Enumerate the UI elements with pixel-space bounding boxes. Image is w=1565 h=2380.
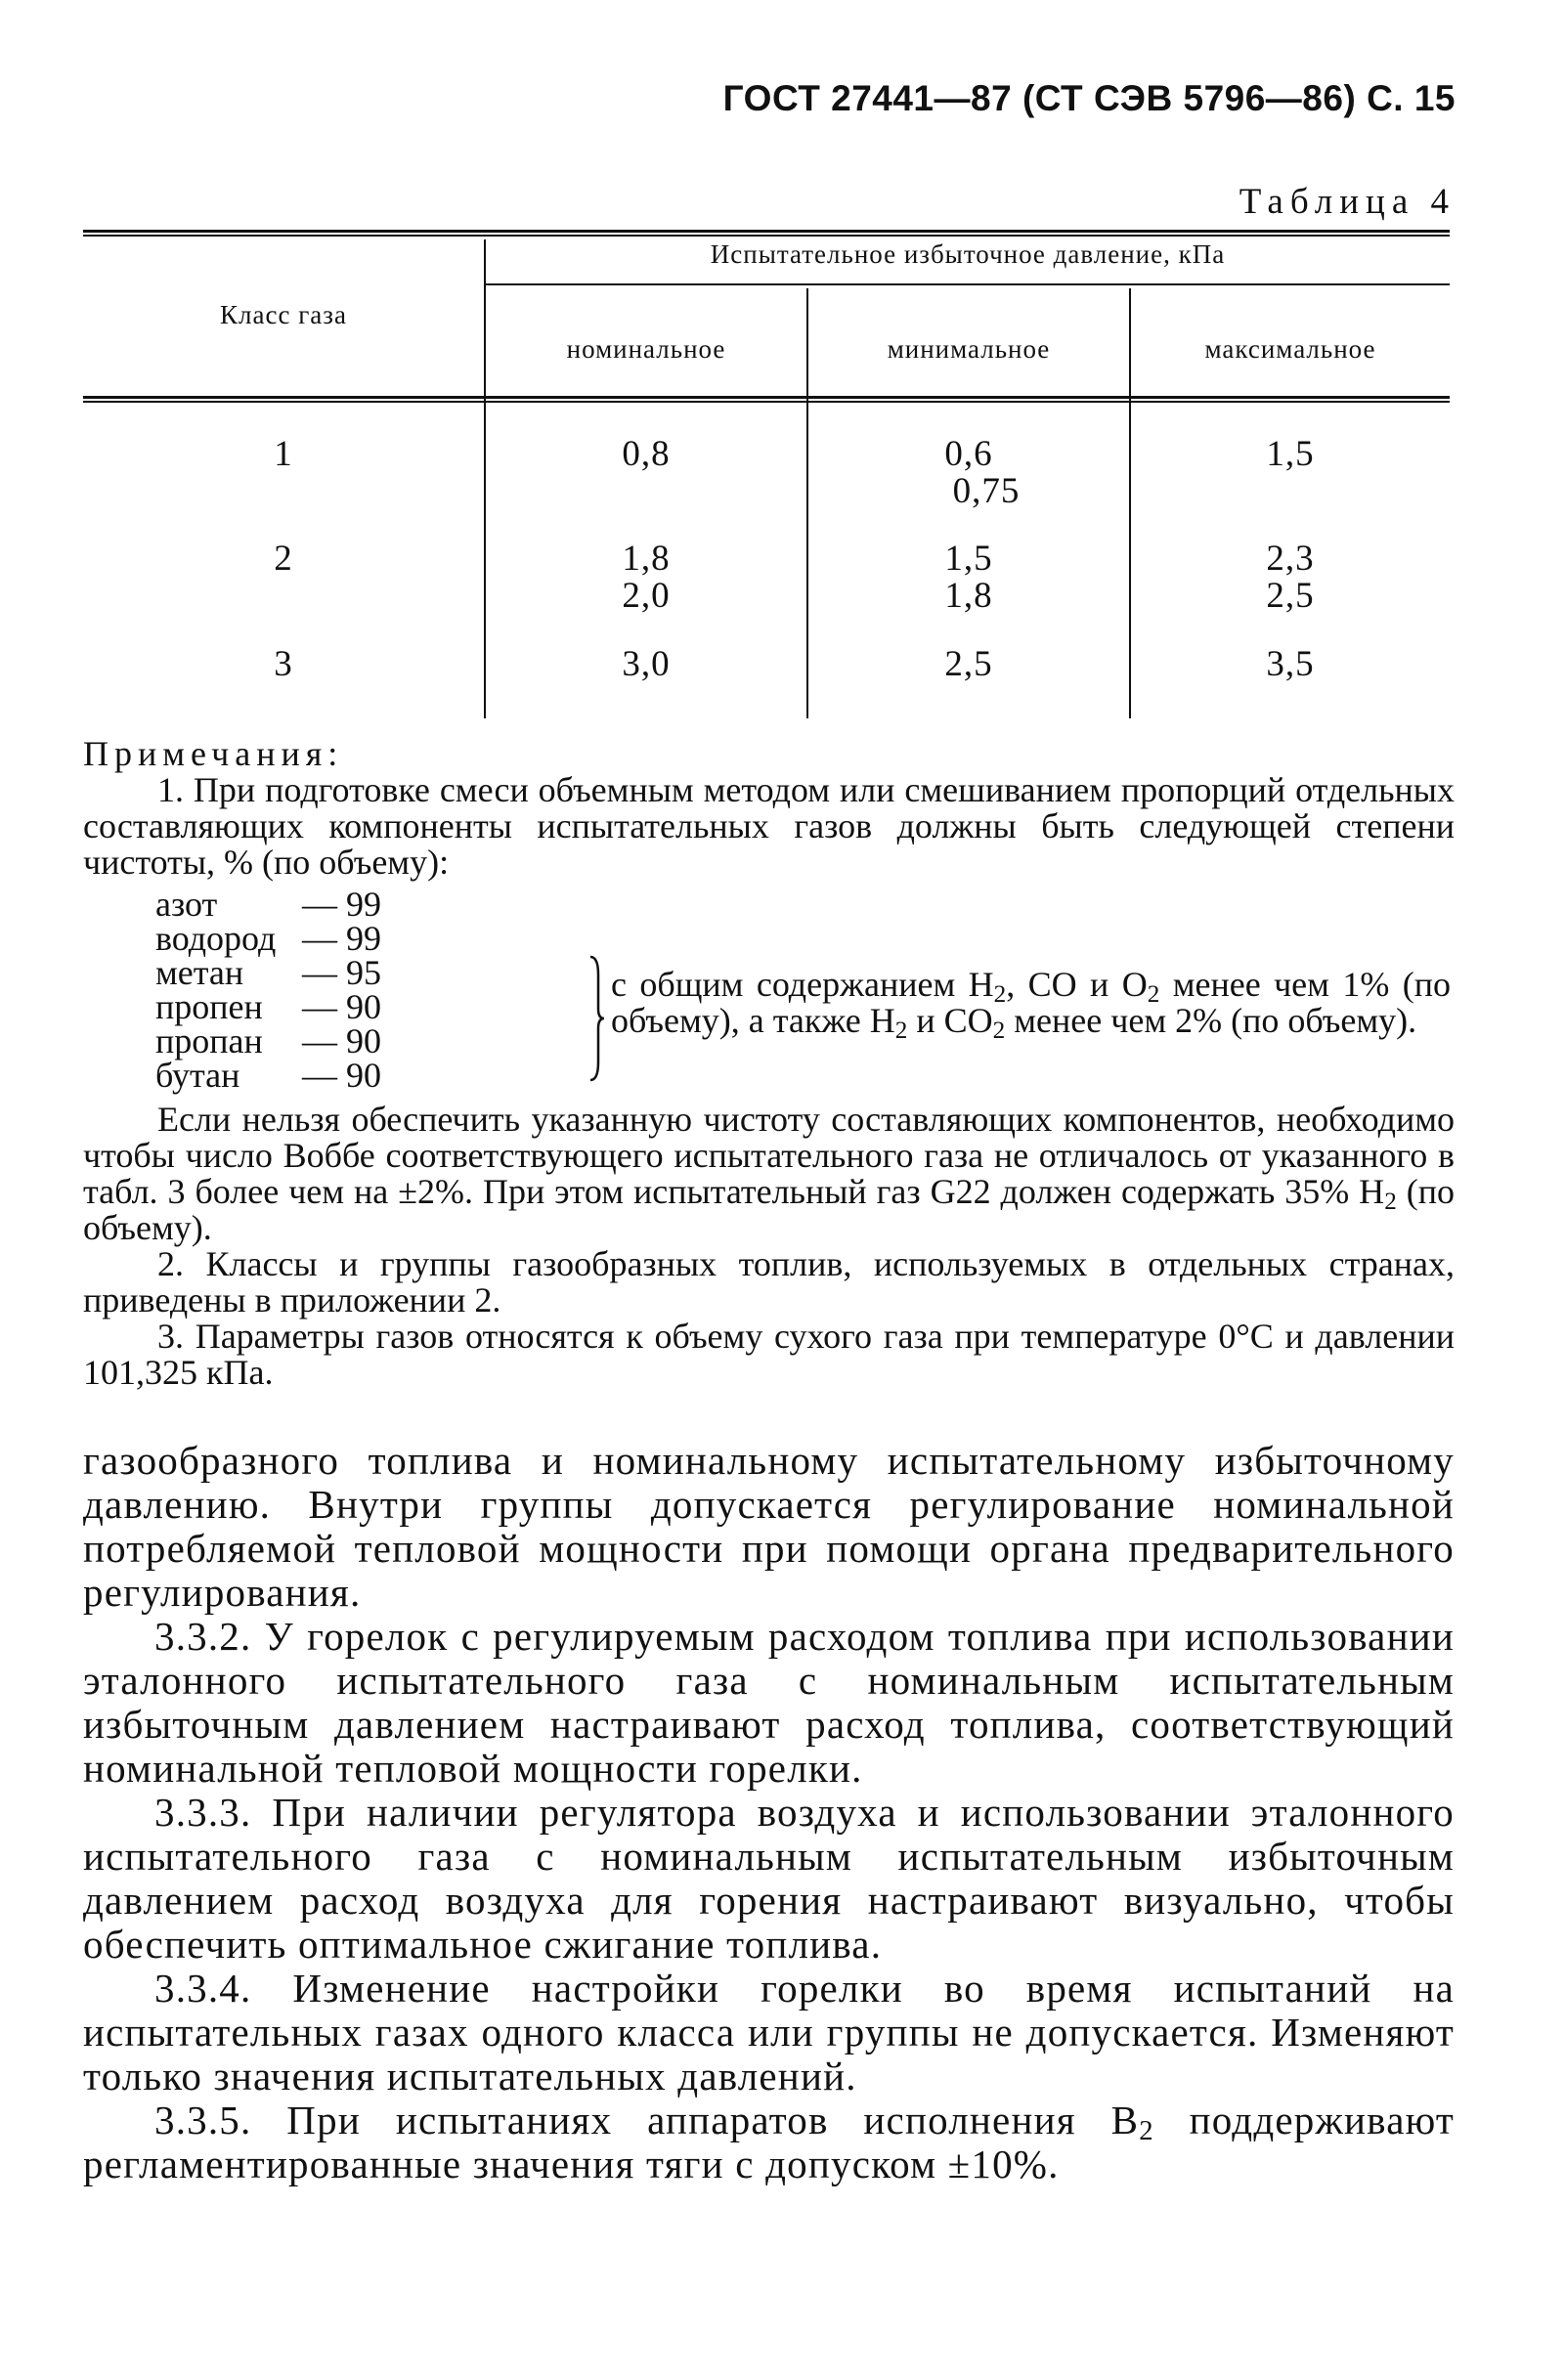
table-notes	[83, 736, 1455, 1391]
paragraph-continued: газообразного топлива и номинальному испытательному избыточному давлению. Внутри группы допускается регулирование номинальной потребляемой тепловой мощности при помощи органа предварительного регулирования.	[83, 1438, 1455, 1615]
row-1-minimal-a: 0,6	[944, 434, 993, 474]
header-maximal: максимальное	[1204, 334, 1376, 364]
table-top-rule	[83, 230, 1450, 233]
row-2-maximal-a: 2,3	[1266, 539, 1315, 579]
note-1: 1. При подготовке смеси объемным методом или смешиванием пропорций отдельных составляющих компоненты испытательных газов должны быть следующей степени чистоты, % (по объему):	[83, 770, 1455, 882]
row-1-nominal: 0,8	[622, 434, 671, 474]
group-header-rule	[484, 283, 1450, 285]
header-minimal: минимальное	[887, 334, 1051, 364]
header-nominal: номинальное	[566, 334, 726, 364]
curly-brace	[587, 955, 606, 1082]
header-pressure-group: Испытательное избыточное давление, кПа	[710, 239, 1226, 269]
table-top-rule-2	[83, 235, 1450, 237]
purity-item: азот — 99	[155, 885, 381, 924]
row-2-maximal-b: 2,5	[1266, 576, 1315, 616]
note-1-continued: Если нельзя обеспечить указанную чистоту составляющих компонентов, необходимо чтобы число Воббе соответствующего испытательного газа не отличалось от указанного в табл. 3 более чем на ±2%. При этом испытательный газ G22 должен содержать 35% $H_2$ (по объему).	[83, 1100, 1456, 1247]
row-1-minimal-b: 0,75	[952, 471, 1021, 511]
purity-item: метан — 95	[155, 953, 381, 992]
main-text	[83, 1439, 1455, 2186]
purity-item: пропан — 90	[155, 1021, 381, 1060]
purity-item: бутан — 90	[155, 1056, 381, 1095]
row-3-maximal: 3,5	[1266, 644, 1315, 684]
table-caption: Таблица 4	[1239, 182, 1456, 222]
notes-title: Примечания:	[83, 734, 344, 773]
header-bottom-rule	[83, 396, 1450, 399]
paragraph-3-3-4: 3.3.4. Изменение настройки горелки во время испытаний на испытательных газах одного класса или группы не допускается. Изменяют только значения испытательных давлений.	[83, 1966, 1455, 2099]
paragraph-3-3-2: 3.3.2. У горелок с регулируемым расходом топлива при использовании эталонного испытательного газа с номинальным испытательным избыточным давлением настраивают расход топлива, соответствующий номинальной тепловой мощности горелки.	[83, 1614, 1455, 1791]
page-header: ГОСТ 27441—87 (СТ СЭВ 5796—86) С. 15	[722, 78, 1456, 118]
row-1-maximal: 1,5	[1266, 434, 1315, 474]
purity-item: водород — 99	[155, 919, 381, 958]
note-3: 3. Параметры газов относятся к объему сухого газа при температуре 0°С и давлении 101,325 кПа.	[83, 1317, 1455, 1392]
row-3-minimal: 2,5	[944, 644, 993, 684]
row-2-minimal-a: 1,5	[944, 539, 993, 579]
row-3-class: 3	[274, 644, 293, 684]
purity-note: с общим содержанием $H_2$, CO и $O_2$ менее чем 1% (по объему), а также $H_2$ и $CO_2$ менее чем 2% (по объему).	[611, 965, 1451, 1044]
row-2-class: 2	[274, 539, 293, 579]
row-3-nominal: 3,0	[622, 644, 671, 684]
pressure-table	[83, 230, 1450, 718]
row-2-nominal-a: 1,8	[622, 539, 671, 579]
purity-item: пропен — 90	[155, 987, 381, 1026]
row-2-minimal-b: 1,8	[944, 576, 993, 616]
header-gas-class: Класс газа	[220, 300, 347, 329]
paragraph-3-3-3: 3.3.3. При наличии регулятора воздуха и использовании эталонного испытательного газа с номинальным испытательным избыточным давлением расход воздуха для горения настраивают визуально, чтобы обеспечить оптимальное сжигание топлива.	[83, 1790, 1455, 1967]
header-bottom-rule-2	[83, 401, 1450, 403]
paragraph-3-3-5: 3.3.5. При испытаниях аппаратов исполнения $B_2$ поддерживают регламентированные значения тяги с допуском ±10%.	[83, 2098, 1455, 2186]
row-2-nominal-b: 2,0	[622, 576, 671, 616]
purity-list	[83, 885, 1455, 1095]
row-1-class: 1	[274, 434, 293, 474]
note-2: 2. Классы и группы газообразных топлив, используемых в отдельных странах, приведены в приложении 2.	[83, 1244, 1455, 1320]
